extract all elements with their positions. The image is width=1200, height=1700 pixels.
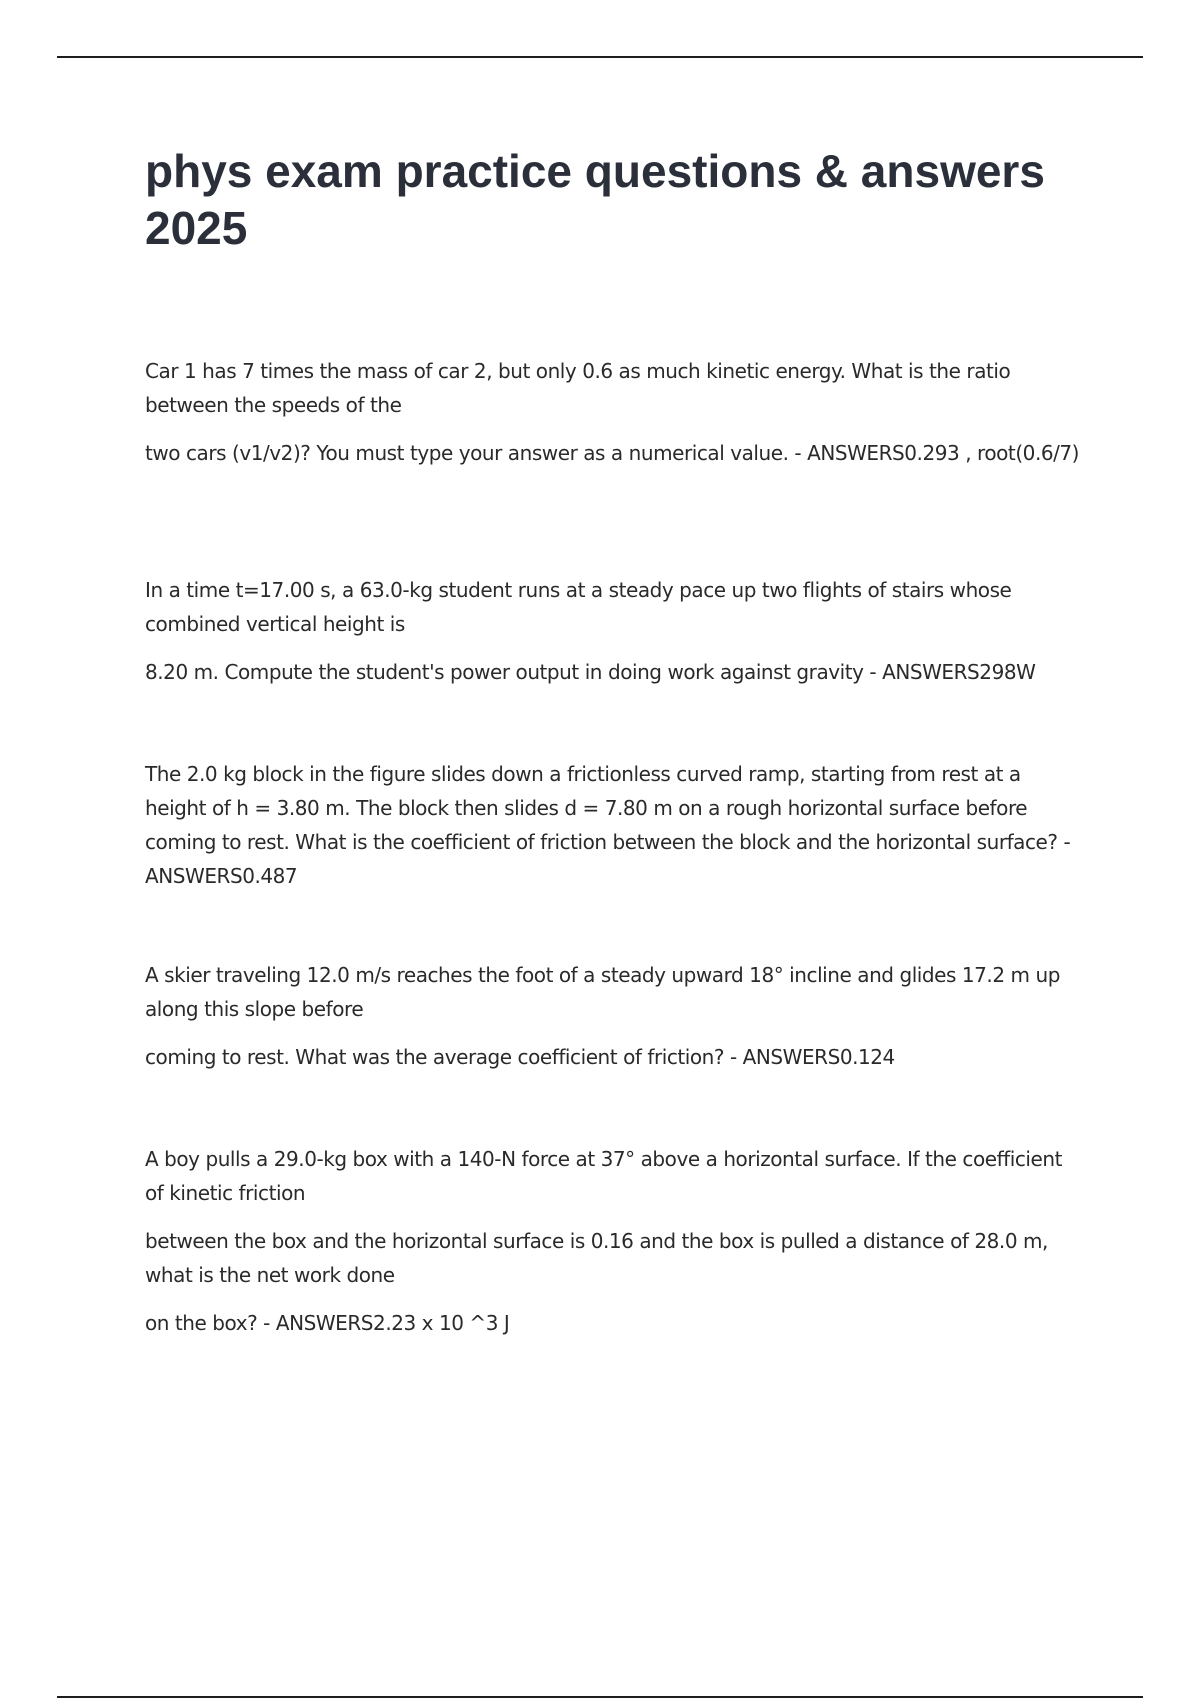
qa-item-5 (145, 1142, 1085, 1354)
qa-item-4 (145, 958, 1085, 1088)
question-answer-text: 8.20 m. Compute the student's power output in doing work against gravity - ANSWERS298W (145, 660, 1036, 684)
question-text: Car 1 has 7 times the mass of car 2, but only 0.6 as much kinetic energy. What is the ratio between the speeds of the (145, 359, 1011, 417)
document-title: phys exam practice questions & answers 2025 (145, 145, 1045, 254)
bottom-rule (57, 1696, 1143, 1698)
question-answer-text: two cars (v1/v2)? You must type your answer as a numerical value. - ANSWERS0.293 , root(0.6/7) (145, 441, 1080, 465)
question-answer-text: The 2.0 kg block in the figure slides down a frictionless curved ramp, starting from rest at a height of h = 3.80 m. The block then slides d = 7.80 m on a rough horizontal surface before coming to rest. What is the coefficient of friction between the block and the horizontal surface? - ANSWERS0.487 (145, 762, 1071, 888)
question-text-continued: between the box and the horizontal surface is 0.16 and the box is pulled a distance of 28.0 m, what is the net work done (145, 1229, 1048, 1287)
question-answer-text: coming to rest. What was the average coefficient of friction? - ANSWERS0.124 (145, 1045, 895, 1069)
question-text: In a time t=17.00 s, a 63.0-kg student runs at a steady pace up two flights of stairs whose combined vertical height is (145, 578, 1012, 636)
question-text: A boy pulls a 29.0-kg box with a 140-N force at 37° above a horizontal surface. If the coefficient of kinetic friction (145, 1147, 1062, 1205)
qa-item-1 (145, 354, 1085, 484)
qa-item-3 (145, 757, 1085, 907)
question-answer-text: on the box? - ANSWERS2.23 x 10 ^3 J (145, 1311, 510, 1335)
top-rule (57, 56, 1143, 58)
question-text: A skier traveling 12.0 m/s reaches the foot of a steady upward 18° incline and glides 17.2 m up along this slope before (145, 963, 1060, 1021)
qa-item-2 (145, 573, 1085, 703)
